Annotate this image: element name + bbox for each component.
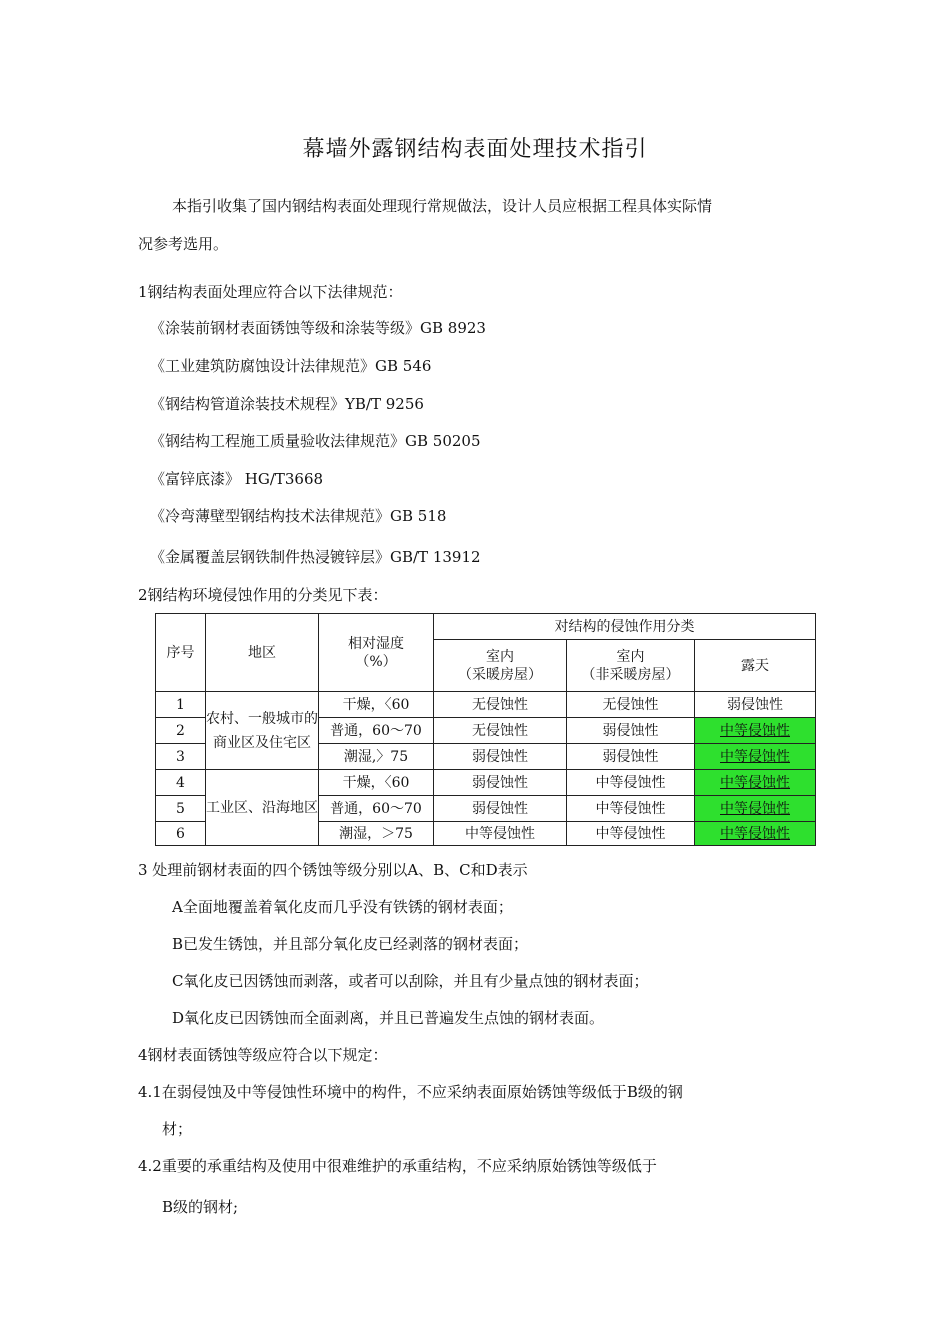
cell-indoor-heated: 弱侵蚀性 bbox=[434, 796, 567, 822]
corrosion-classification-table bbox=[155, 613, 816, 846]
cell-outdoor-highlighted: 中等侵蚀性 bbox=[695, 770, 816, 796]
header-indoor-unheated bbox=[567, 640, 695, 692]
header-outdoor: 露天 bbox=[695, 640, 816, 692]
cell-humidity: 干燥，〈60 bbox=[319, 692, 434, 718]
cell-outdoor-highlighted: 中等侵蚀性 bbox=[695, 822, 816, 846]
cell-humidity: 普通，60〜70 bbox=[319, 796, 434, 822]
cell-no: 6 bbox=[156, 822, 206, 846]
header-unheated-label: （非采暖房屋） bbox=[581, 666, 680, 683]
rule-4-1-line-1: 4.1在弱侵蚀及中等侵蚀性环境中的构件，不应采纳表面原始锈蚀等级低于B级的钢 bbox=[138, 1083, 683, 1101]
standard-item: 《工业建筑防腐蚀设计法律规范》GB 546 bbox=[150, 357, 432, 375]
cell-indoor-heated: 中等侵蚀性 bbox=[434, 822, 567, 846]
standard-item: 《钢结构工程施工质量验收法律规范》GB 50205 bbox=[150, 432, 481, 450]
table-row bbox=[156, 770, 816, 796]
cell-humidity: 潮湿，＞75 bbox=[319, 822, 434, 846]
section-1-heading: 1钢结构表面处理应符合以下法律规范： bbox=[138, 283, 403, 301]
header-relative-humidity bbox=[319, 614, 434, 692]
header-serial-no: 序号 bbox=[156, 614, 206, 692]
cell-humidity: 普通，60〜70 bbox=[319, 718, 434, 744]
cell-no: 3 bbox=[156, 744, 206, 770]
cell-indoor-unheated: 中等侵蚀性 bbox=[567, 770, 695, 796]
intro-line-2: 况参考选用。 bbox=[138, 235, 229, 253]
cell-no: 1 bbox=[156, 692, 206, 718]
section-4-heading: 4钢材表面锈蚀等级应符合以下规定： bbox=[138, 1046, 388, 1064]
cell-no: 5 bbox=[156, 796, 206, 822]
rule-4-2-line-2: B级的钢材; bbox=[162, 1198, 239, 1216]
rust-grade-item: C氧化皮已因锈蚀而剥落，或者可以刮除，并且有少量点蚀的钢材表面； bbox=[172, 972, 649, 990]
cell-indoor-heated: 无侵蚀性 bbox=[434, 718, 567, 744]
cell-outdoor: 弱侵蚀性 bbox=[695, 692, 816, 718]
rule-4-1-line-2: 材； bbox=[162, 1120, 193, 1138]
cell-humidity: 潮湿,〉75 bbox=[319, 744, 434, 770]
cell-indoor-heated: 弱侵蚀性 bbox=[434, 744, 567, 770]
header-heated-label: （采暖房屋） bbox=[458, 666, 542, 683]
standard-item: 《钢结构管道涂装技术规程》YB/T 9256 bbox=[150, 395, 424, 413]
cell-region-rural: 农村、一般城市的商业区及住宅区 bbox=[206, 692, 319, 770]
header-humidity-unit: （%） bbox=[355, 653, 397, 670]
cell-indoor-unheated: 中等侵蚀性 bbox=[567, 822, 695, 846]
cell-no: 2 bbox=[156, 718, 206, 744]
cell-outdoor-highlighted: 中等侵蚀性 bbox=[695, 796, 816, 822]
rule-4-2-line-1: 4.2重要的承重结构及使用中很难维护的承重结构，不应采纳原始锈蚀等级低于 bbox=[138, 1157, 657, 1175]
header-indoor-label: 室内 bbox=[616, 648, 645, 665]
header-indoor-label: 室内 bbox=[486, 648, 514, 665]
cell-humidity: 干燥，〈60 bbox=[319, 770, 434, 796]
cell-indoor-heated: 无侵蚀性 bbox=[434, 692, 567, 718]
document-title: 幕墙外露钢结构表面处理技术指引 bbox=[302, 137, 648, 162]
cell-outdoor-highlighted: 中等侵蚀性 bbox=[695, 718, 816, 744]
standard-item: 《金属覆盖层钢铁制件热浸镀锌层》GB/T 13912 bbox=[150, 548, 481, 566]
table-row bbox=[156, 692, 816, 718]
section-3-heading: 3 处理前钢材表面的四个锈蚀等级分别以A、B、C和D表示 bbox=[138, 861, 528, 879]
cell-indoor-unheated: 弱侵蚀性 bbox=[567, 718, 695, 744]
header-indoor-heated bbox=[434, 640, 567, 692]
standard-item: 《涂装前钢材表面锈蚀等级和涂装等级》GB 8923 bbox=[150, 319, 486, 337]
rust-grade-item: A全面地覆盖着氧化皮而几乎没有铁锈的钢材表面； bbox=[172, 898, 513, 916]
header-humidity-label: 相对湿度 bbox=[348, 635, 404, 652]
header-corrosion-category: 对结构的侵蚀作用分类 bbox=[434, 614, 816, 640]
cell-indoor-unheated: 中等侵蚀性 bbox=[567, 796, 695, 822]
rust-grade-item: D氧化皮已因锈蚀而全面剥离，并且已普遍发生点蚀的钢材表面。 bbox=[172, 1009, 605, 1027]
cell-indoor-unheated: 无侵蚀性 bbox=[567, 692, 695, 718]
section-2-heading: 2钢结构环境侵蚀作用的分类见下表： bbox=[138, 586, 388, 604]
standard-item: 《富锌底漆》 HG/T3668 bbox=[150, 470, 324, 488]
cell-indoor-unheated: 弱侵蚀性 bbox=[567, 744, 695, 770]
cell-region-industrial: 工业区、沿海地区 bbox=[206, 770, 319, 846]
cell-no: 4 bbox=[156, 770, 206, 796]
cell-outdoor-highlighted: 中等侵蚀性 bbox=[695, 744, 816, 770]
cell-indoor-heated: 弱侵蚀性 bbox=[434, 770, 567, 796]
standard-item: 《冷弯薄壁型钢结构技术法律规范》GB 518 bbox=[150, 507, 447, 525]
header-region: 地区 bbox=[206, 614, 319, 692]
intro-line-1: 本指引收集了国内钢结构表面处理现行常规做法，设计人员应根据工程具体实际情 bbox=[172, 197, 713, 215]
rust-grade-item: B已发生锈蚀，并且部分氧化皮已经剥落的钢材表面； bbox=[172, 935, 529, 953]
